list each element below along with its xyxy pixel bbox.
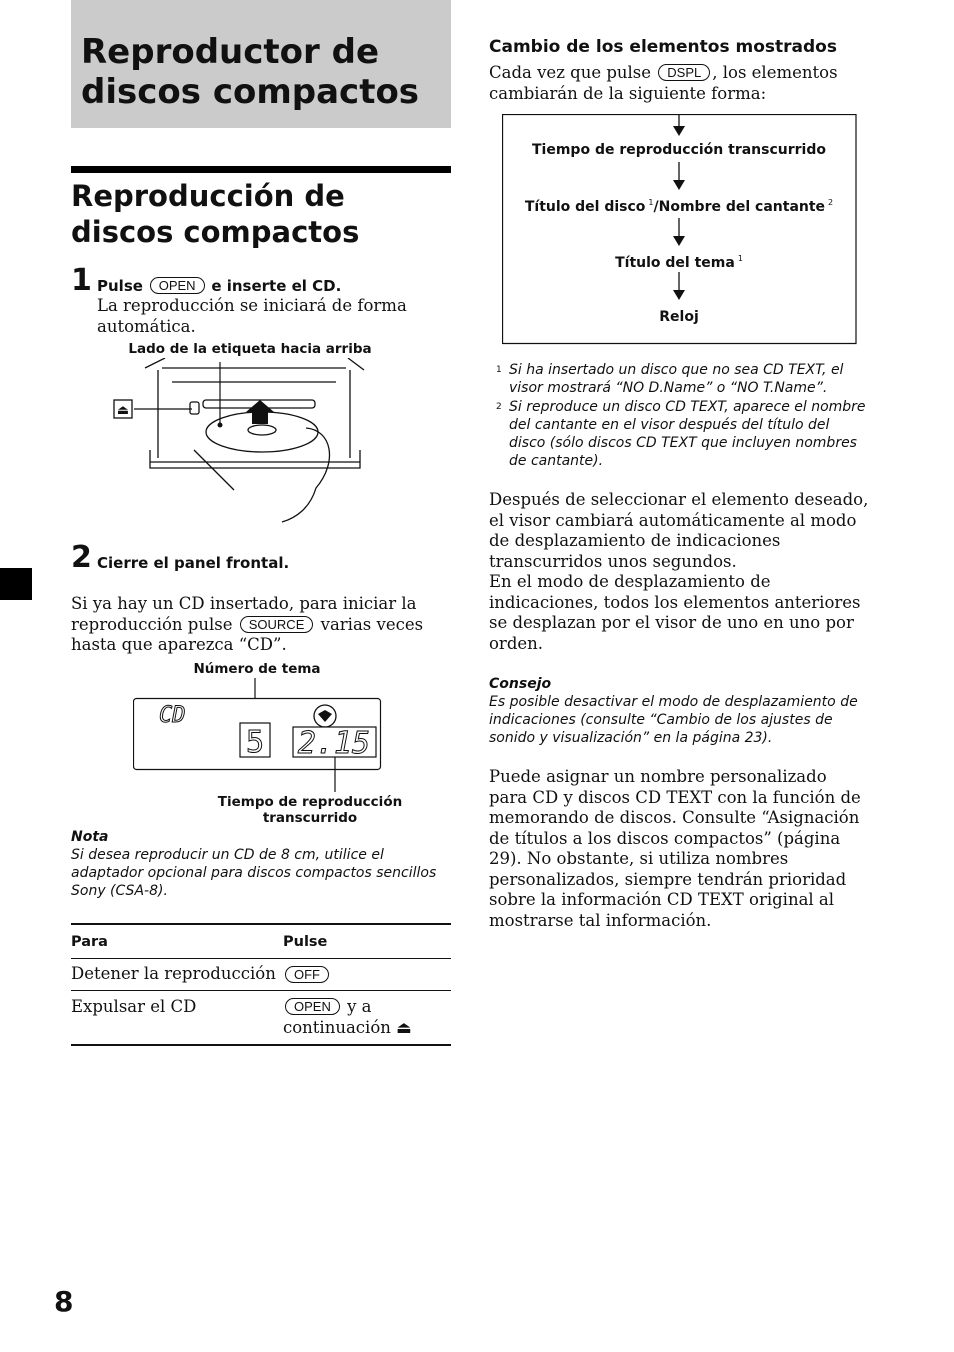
chapter-tab [0,568,32,600]
consejo-block [489,675,874,747]
cd-insertion-illustration [110,358,370,528]
eject-icon: ⏏ [116,403,130,418]
right-intro [489,63,864,104]
main-title: Reproducción de discos compactos [71,179,360,249]
table-row [71,991,451,1044]
section-header-title: Reproductor de discos compactos [81,32,420,112]
step1-number: 1 [71,263,92,298]
step1-desc: La reproducción se iniciará de forma automática. [97,296,407,336]
dspl-key: DSPL [658,64,710,81]
consejo-title: Consejo [489,676,552,692]
track-title-label: Título del tema [615,255,735,271]
right-heading: Cambio de los elementos mostrados [489,37,837,57]
flow-item-clock: Reloj [659,309,699,325]
open-key: OPEN [150,277,205,294]
step1-tail: e inserte el CD. [211,277,342,295]
footnote-ref: 1 [648,198,654,207]
fig2-label-time: Tiempo de reproducción transcurrido [217,794,403,826]
source-key: SOURCE [240,616,314,633]
fig1-label: Lado de la etiqueta hacia arriba [128,341,372,357]
title-rule [71,166,451,173]
source-paragraph [71,594,451,656]
table-header-para: Para [71,933,108,950]
fig2-label-track: Número de tema [193,661,321,677]
footnote-1 [496,361,866,397]
table-cell-pulse [283,997,443,1038]
note-title: Nota [71,829,109,845]
footnote-ref: 1 [737,254,743,263]
lcd-track: 5 [245,725,265,760]
off-key: OFF [285,966,329,983]
flow-item-disc-title [502,198,856,215]
right-para-c: Puede asignar un nombre personalizado para CD y discos CD TEXT con la función de memorando de discos. Consulte “Asignación de títulos a los discos compactos” (página 29). No obstante, si utiliza nombres personalizados, siempre tendrán prioridad sobre la información CD TEXT original al mostrarse tal información. [489,767,861,930]
footnote-ref: 2 [828,198,834,207]
footnote-mark: 1 [496,365,502,375]
note-text: Si desea reproducir un CD de 8 cm, utilice el adaptador opcional para discos compactos sencillos Sony (CSA-8). [71,847,437,899]
footnote-text: Si ha insertado un disco que no sea CD TEXT, el visor mostrará “NO D.Name” o “NO T.Name”. [509,362,844,396]
footnote-mark: 2 [496,402,502,412]
intro-before: Cada vez que pulse [489,63,652,82]
display-flow-diagram [502,114,856,343]
flow-item-track-title [502,254,856,271]
step2-number: 2 [71,540,92,575]
step2-text: Cierre el panel frontal. [97,554,290,572]
disc-title-label: Título del disco [524,199,646,215]
intro-after: , los elementos cambiarán de la siguiente forma: [489,63,838,103]
lcd-source: CD [159,703,186,728]
para1-before: Si ya hay un CD insertado, para iniciar la reproducción pulse [71,594,417,634]
note-block [71,828,456,900]
table-cell-pulse [283,965,331,984]
consejo-text: Es posible desactivar el modo de desplazamiento de indicaciones (consulte “Cambio de los ajustes de sonido y visualización” en la página 23). [489,694,858,746]
para1-after: varias veces hasta que aparezca “CD”. [71,614,424,654]
table-cell-para: Expulsar el CD [71,997,197,1016]
open-key-2: OPEN [285,998,340,1015]
table-cell-para: Detener la reproducción [71,964,276,984]
page-number: 8 [54,1285,74,1318]
table-cell-extra: y a continuación ⏏ [283,997,412,1037]
right-para-b: En el modo de desplazamiento de indicaciones, todos los elementos anteriores se desplazan por el visor de uno en uno por orden. [489,572,861,653]
table-header-pulse: Pulse [283,933,328,950]
right-para-a: Después de seleccionar el elemento deseado, el visor cambiará automáticamente al modo de desplazamiento de indicaciones transcurridos unos segundos. [489,490,869,571]
table-header-row [71,925,451,959]
flow-item-elapsed: Tiempo de reproducción transcurrido [532,142,826,158]
lcd-display-illustration [133,678,383,794]
step1-instruction [97,276,427,296]
section-header-box [71,0,451,128]
lcd-time: 2.15 [297,726,371,761]
table-row [71,959,451,991]
controls-table [71,923,451,1046]
artist-label: /Nombre del cantante [653,199,826,215]
footnote-text: Si reproduce un disco CD TEXT, aparece el nombre del cantante en el visor después del título del disco (sólo discos CD TEXT que incluyen nombres de cantante). [509,399,866,469]
step1-lead: Pulse [97,277,143,295]
footnote-2 [496,398,866,470]
